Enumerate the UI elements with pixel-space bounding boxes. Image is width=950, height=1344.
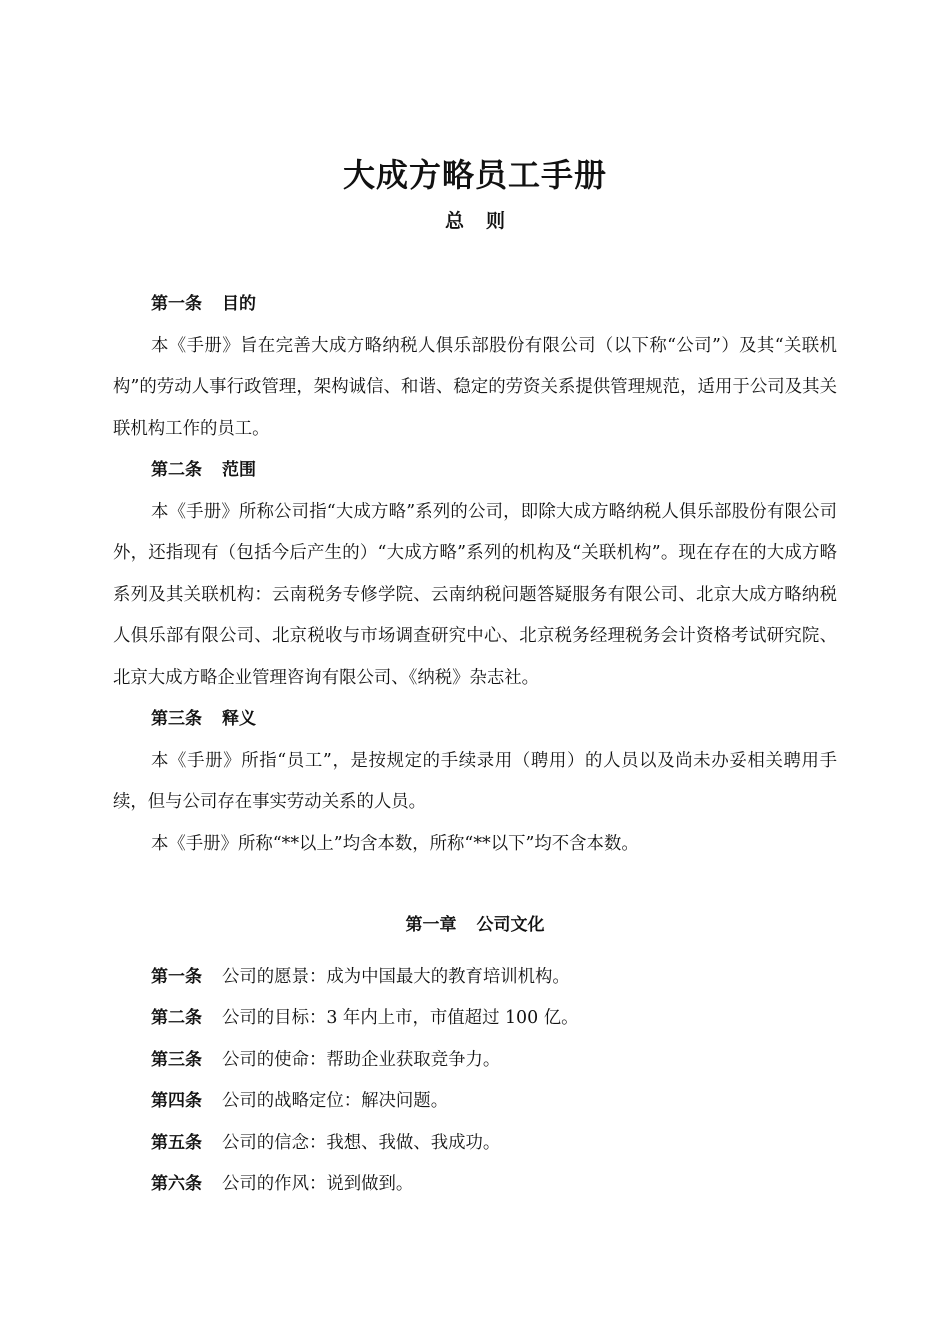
article-name: 范围 xyxy=(222,460,256,480)
culture-item-text: 公司的作风：说到做到。 xyxy=(222,1174,414,1194)
culture-item-text: 公司的使命：帮助企业获取竞争力。 xyxy=(222,1049,501,1070)
culture-item xyxy=(113,998,837,1040)
document-title: 大成方略员工手册 xyxy=(342,156,607,194)
article-heading xyxy=(113,699,837,741)
document-subtitle: 总则 xyxy=(444,210,527,232)
chapter-number: 第一章 xyxy=(405,915,457,935)
culture-item xyxy=(113,957,837,999)
culture-item-text: 公司的愿景：成为中国最大的教育培训机构。 xyxy=(222,966,570,987)
article-number: 第一条 xyxy=(151,294,202,314)
article-heading xyxy=(113,450,837,492)
culture-item xyxy=(113,1164,837,1206)
chapter-name: 公司文化 xyxy=(476,915,545,935)
culture-item-number: 第六条 xyxy=(151,1174,202,1194)
culture-item-number: 第一条 xyxy=(151,966,202,987)
chapter-heading xyxy=(113,905,837,947)
article-paragraph: 本《手册》旨在完善大成方略纳税人俱乐部股份有限公司（以下称“公司”）及其“关联机构”的劳动人事行政管理，架构诚信、和谐、稳定的劳资关系提供管理规范，适用于公司及其关联机构工作的员工。 xyxy=(113,335,837,439)
culture-item-text: 公司的战略定位：解决问题。 xyxy=(222,1091,449,1111)
culture-item-number: 第二条 xyxy=(151,1008,202,1028)
article-name: 目的 xyxy=(222,294,256,314)
article-name: 释义 xyxy=(222,709,256,729)
culture-item-number: 第三条 xyxy=(151,1049,202,1070)
culture-item xyxy=(113,1040,837,1082)
culture-item-number: 第四条 xyxy=(151,1091,202,1111)
article-paragraph: 本《手册》所称公司指“大成方略”系列的公司，即除大成方略纳税人俱乐部股份有限公司外，还指现有（包括今后产生的）“大成方略”系列的机构及“关联机构”。现在存在的大成方略系列及其关联机构：云南税务专修学院、云南纳税问题答疑服务有限公司、北京大成方略纳税人俱乐部有限公司、北京税收与市场调查研究中心、北京税务经理税务会计资格考试研究院、北京大成方略企业管理咨询有限公司、《纳税》杂志社。 xyxy=(113,501,837,688)
culture-item-text: 公司的信念：我想、我做、我成功。 xyxy=(222,1132,501,1153)
article-heading xyxy=(113,284,837,326)
document-body xyxy=(113,284,837,1206)
culture-item-text: 公司的目标：3 年内上市，市值超过 100 亿。 xyxy=(222,1008,579,1028)
article-number: 第三条 xyxy=(151,709,202,729)
article-paragraph: 本《手册》所指“员工”，是按规定的手续录用（聘用）的人员以及尚未办妥相关聘用手续，但与公司存在事实劳动关系的人员。 xyxy=(113,750,837,812)
article-number: 第二条 xyxy=(151,460,202,480)
culture-item xyxy=(113,1081,837,1123)
culture-item-number: 第五条 xyxy=(151,1132,202,1153)
article-paragraph: 本《手册》所称“**以上”均含本数，所称“**以下”均不含本数。 xyxy=(151,833,639,854)
culture-item xyxy=(113,1123,837,1165)
